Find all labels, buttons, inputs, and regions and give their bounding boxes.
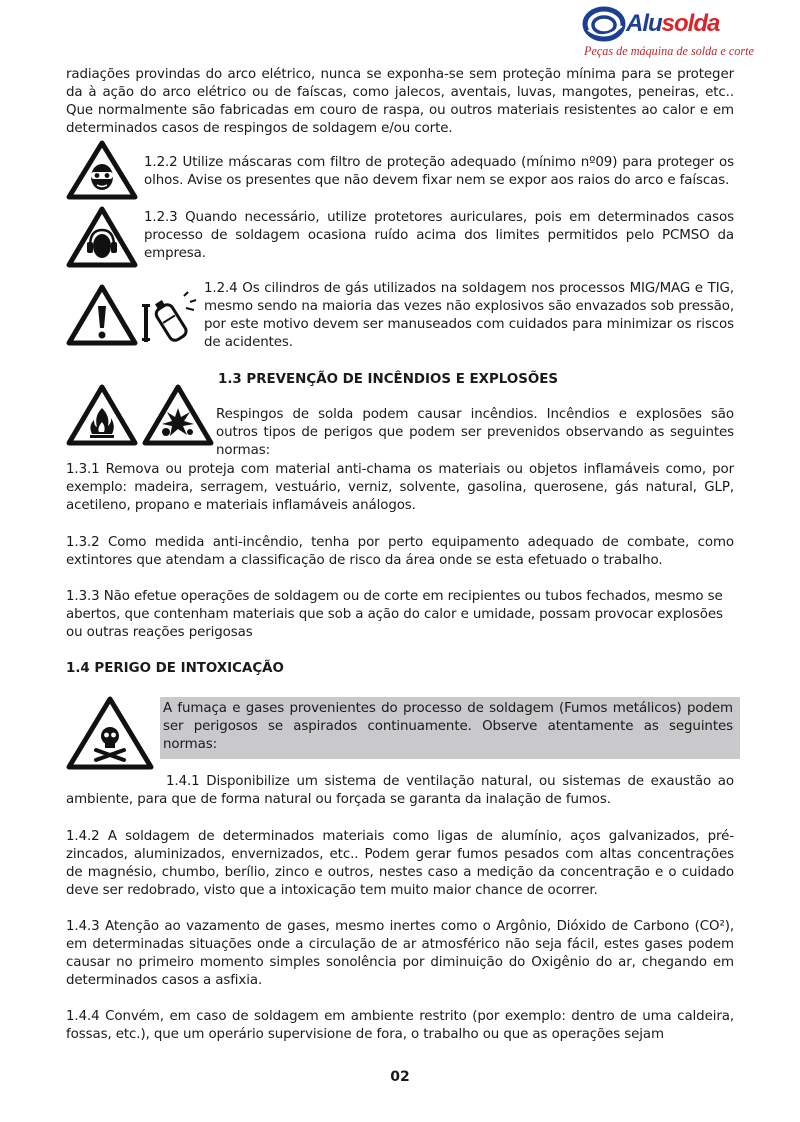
item-1-4-3: 1.4.3 Atenção ao vazamento de gases, mesmo inertes como o Argônio, Dióxido de Carbono (CO²), em determinadas situações onde a circulação de ar atmosférico não seja fácil, estes gases podem causar no primeiro momento simples sonolência por diminuição do Oxigênio do ar, chegando em determinados casos a asfixia.: [66, 919, 734, 988]
item-1-4-1: 1.4.1 Disponibilize um sistema de ventilação natural, ou sistemas de exaustão ao ambiente, para que de forma natural ou forçada se garanta da inalação de fumos.: [66, 774, 734, 807]
page-number: 02: [390, 1069, 410, 1085]
section-1-3-heading: 1.3 PREVENÇÃO DE INCÊNDIOS E EXPLOSÕES: [218, 372, 559, 387]
logo-tagline: Peças de máquina de solda e corte: [584, 44, 754, 58]
section-1-4-intro: A fumaça e gases provenientes do processo de soldagem (Fumos metálicos) podem ser perigosos se aspirados continuamente. Observe atentamente as seguintes normas:: [163, 701, 733, 752]
flammable-warning-icon: [66, 384, 138, 446]
item-1-3-1: 1.3.1 Remova ou proteja com material anti-chama os materiais ou objetos inflamáveis como, por exemplo: madeira, serragem, vestuário, verniz, solvente, gasolina, querosene, gás natural, GLP, acetileno, propano e materiais inflamáveis análogos.: [66, 462, 734, 513]
toxic-warning-icon: [66, 696, 154, 770]
alusolda-logo: [582, 4, 754, 62]
logo-wordmark: Alusolda: [626, 10, 720, 37]
ear-protection-warning-icon: [66, 206, 138, 268]
item-1-2-4: 1.2.4 Os cilindros de gás utilizados na soldagem nos processos MIG/MAG e TIG, mesmo sendo na maioria das vezes não explosivos são envazados sob pressão, por este motivo devem ser manuseados com cuidados para minimizar os riscos de acidentes.: [204, 281, 734, 350]
face-shield-warning-icon: [66, 140, 138, 200]
section-1-4-heading: 1.4 PERIGO DE INTOXICAÇÃO: [66, 661, 284, 676]
item-1-4-2: 1.4.2 A soldagem de determinados materiais como ligas de alumínio, aços galvanizados, pré-zincados, aluminizados, envernizados, etc.. Podem gerar fumos pesados com altas concentrações de magnésio, chumbo, berílio, zinco e outros, nestes caso a medição da concentração e o cuidado deve ser redobrado, visto que a intoxicação tem muito maior chance de ocorrer.: [66, 829, 734, 898]
item-1-2-2: 1.2.2 Utilize máscaras com filtro de proteção adequado (mínimo nº09) para proteger os olhos. Avise os presentes que não devem fixar nem se expor aos raios do arco e faíscas.: [144, 155, 734, 188]
section-1-3-intro: Respingos de solda podem causar incêndios. Incêndios e explosões são outros tipos de perigos que podem ser prevenidos observando as seguintes normas:: [216, 407, 734, 458]
item-1-4-4: 1.4.4 Convém, em caso de soldagem em ambiente restrito (por exemplo: dentro de uma caldeira, fossas, etc.), que um operário supervisione de fora, o trabalho ou que as operações sejam: [66, 1009, 734, 1042]
logo-swirl-icon: [582, 4, 628, 44]
item-1-2-3: 1.2.3 Quando necessário, utilize protetores auriculares, pois em determinados casos processo de soldagem ocasiona ruído acima dos limites permitidos pelo PCMSO da empresa.: [144, 210, 734, 261]
intro-paragraph: radiações provindas do arco elétrico, nunca se exponha-se sem proteção mínima para se proteger da à ação do arco elétrico ou de faíscas, como jalecos, aventais, luvas, mangotes, peneiras, etc.. Que normalmente são fabricadas em couro de raspa, ou outros materiais resistentes ao calor e em determinados casos de respingos de soldagem e/ou corte.: [66, 67, 734, 136]
general-warning-icon: [66, 284, 138, 346]
item-1-3-3: 1.3.3 Não efetue operações de soldagem ou de corte em recipientes ou tubos fechados, mesmo se abertos, que contenham materiais que sob a ação do calor e umidade, possam provocar explosões ou outras reações perigosas: [66, 589, 723, 640]
explosive-warning-icon: [142, 384, 214, 446]
item-1-3-2: 1.3.2 Como medida anti-incêndio, tenha por perto equipamento adequado de combate, como extintores que atendam a classificação de risco da área onde se esta efetuado o trabalho.: [66, 535, 734, 568]
gas-cylinder-icon: [140, 290, 198, 344]
